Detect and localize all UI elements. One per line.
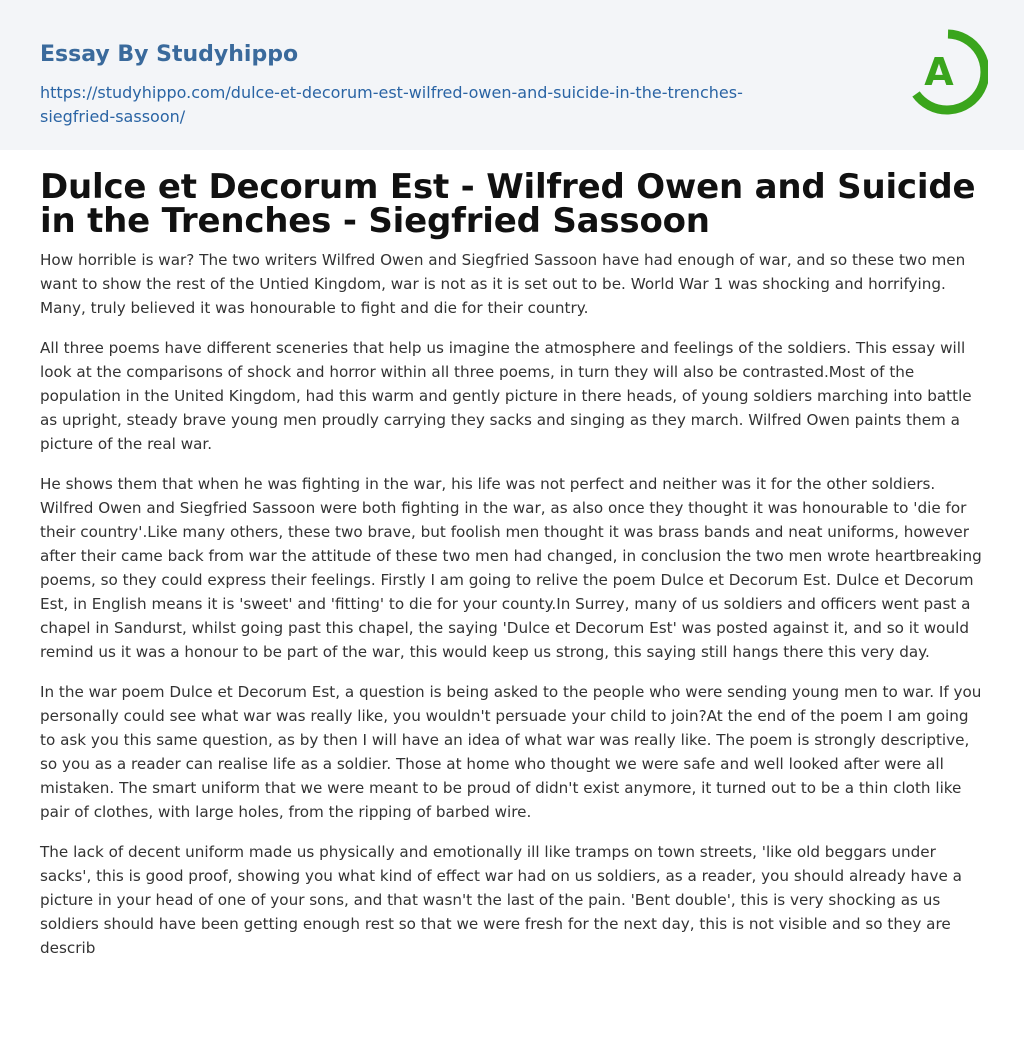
source-url-link[interactable] (40, 81, 800, 129)
article-title: Dulce et Decorum Est - Wilfred Owen and Suicide in the Trenches - Siegfried Sassoon (40, 167, 976, 241)
site-logo-icon[interactable] (908, 28, 988, 116)
site-header (0, 0, 1024, 150)
site-brand[interactable]: Essay By Studyhippo (40, 42, 299, 67)
article (40, 167, 984, 976)
article-paragraph: How horrible is war? The two writers Wilfred Owen and Siegfried Sassoon have had enough of war, and so these two men want to show the rest of the Untied Kingdom, war is not as it is set out to be. World War 1 was shocking and horrifying. Many, truly believed it was honourable to fight and die for their country. (40, 251, 966, 317)
article-paragraph: He shows them that when he was fighting in the war, his life was not perfect and neither was it for the other soldiers. Wilfred Owen and Siegfried Sassoon were both fighting in the war, as also once they thought it was honourable to 'die for their country'.Like many others, these two brave, but foolish men thought it was brass bands and neat uniforms, however after their came back from war the attitude of these two men had changed, in conclusion the two men wrote heartbreaking poems, so they could express their feelings. Firstly I am going to relive the poem Dulce et Decorum Est. Dulce et Decorum Est, in English means it is 'sweet' and 'fitting' to die for your county.In Surrey, many of us soldiers and officers went past a chapel in Sandurst, whilst going past this chapel, the saying 'Dulce et Decorum Est' was posted against it, and so it would remind us it was a honour to be part of the war, this would keep us strong, this saying still hangs there this very day. (40, 475, 982, 661)
article-paragraph: The lack of decent uniform made us physically and emotionally ill like tramps on town streets, 'like old beggars under sacks', this is good proof, showing you what kind of effect war had on us soldiers, as a reader, you should already have a picture in your head of one of your sons, and that wasn't the last of the pain. 'Bent double', this is very shocking as us soldiers should have been getting enough rest so that we were fresh for the next day, this is not visible and so they are describ (40, 843, 962, 957)
source-url-line2: siegfried-sassoon/ (40, 107, 186, 126)
article-paragraph: In the war poem Dulce et Decorum Est, a question is being asked to the people who were sending young men to war. If you personally could see what war was really like, you wouldn't persuade your child to join?At the end of the poem I am going to ask you this same question, as by then I will have an idea of what war was really like. The poem is strongly descriptive, so you as a reader can realise life as a soldier. Those at home who thought we were safe and well looked after were all mistaken. The smart uniform that we were meant to be proud of didn't exist anymore, it turned out to be a thin cloth like pair of clothes, with large holes, from the ripping of barbed wire. (40, 683, 982, 821)
source-url-line1: https://studyhippo.com/dulce-et-decorum-est-wilfred-owen-and-suicide-in-the-trenches- (40, 83, 743, 102)
article-paragraph: All three poems have different sceneries that help us imagine the atmosphere and feelings of the soldiers. This essay will look at the comparisons of shock and horror within all three poems, in turn they will also be contrasted.Most of the population in the United Kingdom, had this warm and gently picture in there heads, of young soldiers marching into battle as upright, steady brave young men proudly carrying they sacks and singing as they march. Wilfred Owen paints them a picture of the real war. (40, 339, 972, 453)
site-logo-letter: A (924, 50, 954, 94)
